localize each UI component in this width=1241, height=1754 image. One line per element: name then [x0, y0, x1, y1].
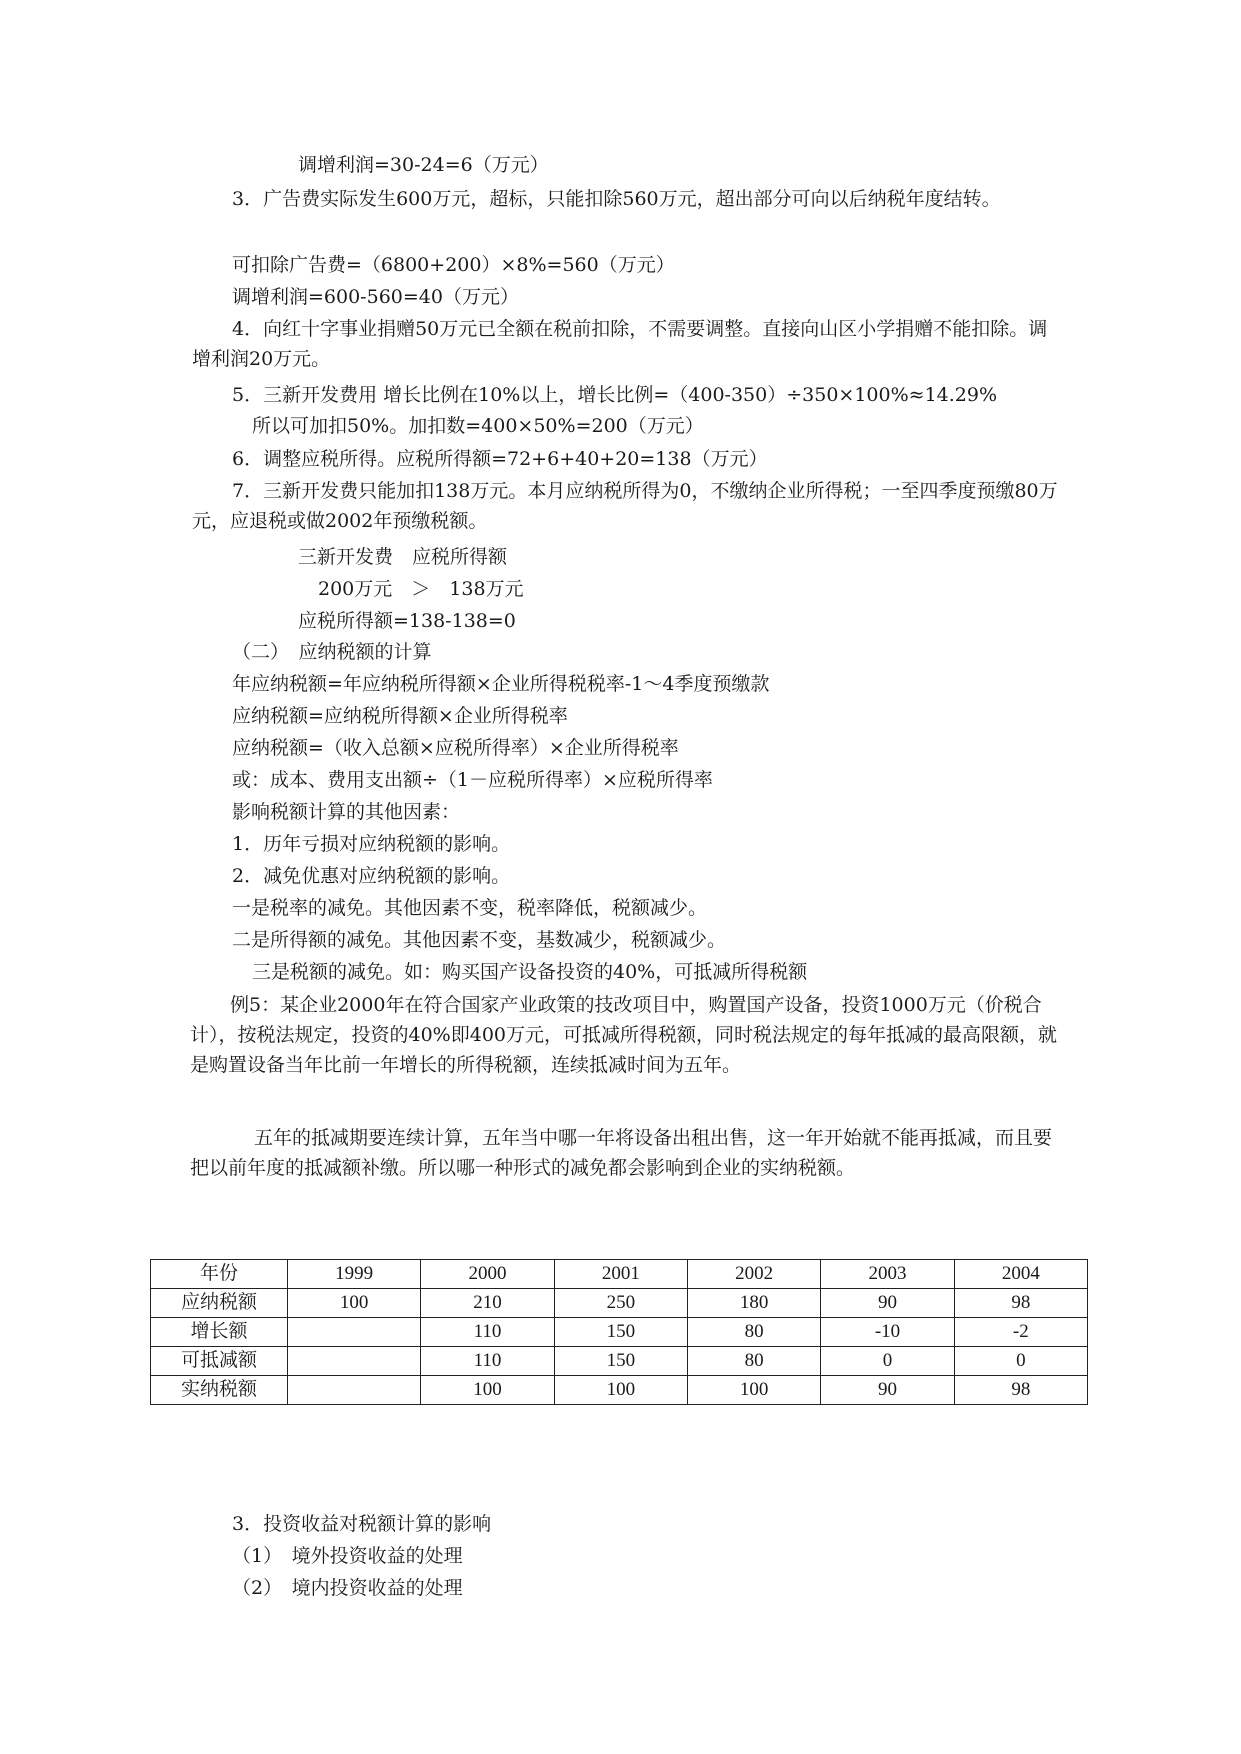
table-cell: 110	[421, 1347, 554, 1376]
table-cell: 110	[421, 1318, 554, 1347]
table-cell: -2	[954, 1318, 1087, 1347]
para-advertising-text: 3．广告费实际发生600万元，超标，只能扣除560万元，超出部分可向以后纳税年度结转。	[232, 188, 1001, 210]
para-example-5	[190, 990, 1060, 1080]
line-factor-losses: 1．历年亏损对应纳税额的影响。	[232, 833, 511, 855]
table-cell: 2000	[421, 1260, 554, 1289]
formula-tax-by-income: 应纳税额=（收入总额×应税所得率）×企业所得税率	[232, 737, 679, 759]
table-cell: 150	[554, 1318, 687, 1347]
table-cell: 应纳税额	[151, 1289, 288, 1318]
line-overseas-income: （1） 境外投资收益的处理	[232, 1545, 463, 1567]
line-other-factors: 影响税额计算的其他因素：	[232, 801, 461, 823]
formula-tax-payable: 应纳税额=应纳税所得额×企业所得税率	[232, 705, 568, 727]
table-cell: 0	[821, 1347, 954, 1376]
line-adjust-profit-6: 调增利润=30-24=6（万元）	[298, 154, 549, 176]
para-rd-limit	[192, 476, 1062, 536]
table-cell	[288, 1376, 421, 1405]
table-cell: 80	[687, 1318, 820, 1347]
para-deduction-period-text: 五年的抵减期要连续计算，五年当中哪一年将设备出租出售，这一年开始就不能再抵减，而且要把以前年度的抵减额补缴。所以哪一种形式的减免都会影响到企业的实纳税额。	[190, 1127, 1053, 1179]
line-rd-extra: 所以可加扣50%。加扣数=400×50%=200（万元）	[252, 415, 704, 437]
formula-tax-by-cost: 或：成本、费用支出额÷（1－应税所得率）×应税所得率	[232, 769, 713, 791]
line-relief-income: 二是所得额的减免。其他因素不变，基数减少，税额减少。	[232, 929, 727, 951]
table-cell: 2003	[821, 1260, 954, 1289]
table-cell: 98	[954, 1289, 1087, 1318]
para-donation-text: 4．向红十字事业捐赠50万元已全额在税前扣除，不需要调整。直接向山区小学捐赠不能扣除。调增利润20万元。	[192, 318, 1048, 370]
table-cell: 2004	[954, 1260, 1087, 1289]
line-factor-relief: 2．减免优惠对应纳税额的影响。	[232, 865, 511, 887]
line-taxable-income: 6．调整应税所得。应税所得额=72+6+40+20=138（万元）	[232, 448, 768, 470]
line-domestic-income: （2） 境内投资收益的处理	[232, 1577, 463, 1599]
compare-values: 200万元 ＞ 138万元	[318, 578, 524, 600]
table-cell: 180	[687, 1289, 820, 1318]
table-cell: 150	[554, 1347, 687, 1376]
table-cell: 可抵减额	[151, 1347, 288, 1376]
table-cell: 2001	[554, 1260, 687, 1289]
table-cell: 1999	[288, 1260, 421, 1289]
line-relief-rate: 一是税率的减免。其他因素不变，税率降低，税额减少。	[232, 897, 708, 919]
section-investment-income: 3．投资收益对税额计算的影响	[232, 1513, 492, 1535]
line-adjust-profit-40: 调增利润=600-560=40（万元）	[232, 286, 519, 308]
compare-header: 三新开发费 应税所得额	[298, 546, 508, 568]
section-heading-tax-calc: （二） 应纳税额的计算	[232, 641, 432, 663]
table-cell: 210	[421, 1289, 554, 1318]
table-cell: 100	[421, 1376, 554, 1405]
table-cell: -10	[821, 1318, 954, 1347]
line-deductible-advertising: 可扣除广告费=（6800+200）×8%=560（万元）	[232, 254, 675, 276]
para-donation	[192, 314, 1062, 374]
para-deduction-period	[190, 1123, 1060, 1183]
table-row	[151, 1318, 1088, 1347]
formula-annual-tax: 年应纳税额=年应纳税所得额×企业所得税税率-1～4季度预缴款	[232, 673, 770, 695]
para-example-5-text: 例5：某企业2000年在符合国家产业政策的技改项目中，购置国产设备，投资1000万元（价税合计），按税法规定，投资的40%即400万元，可抵减所得税额，同时税法规定的每年抵减的最高限额，就是购置设备当年比前一年增长的所得税额，连续抵减时间为五年。	[190, 994, 1057, 1076]
table-cell: 90	[821, 1376, 954, 1405]
table-cell: 100	[554, 1376, 687, 1405]
table-cell: 年份	[151, 1260, 288, 1289]
line-relief-tax: 三是税额的减免。如：购买国产设备投资的40%，可抵减所得税额	[252, 961, 808, 983]
table-cell: 90	[821, 1289, 954, 1318]
compare-result: 应税所得额=138-138=0	[298, 610, 516, 632]
table-row	[151, 1376, 1088, 1405]
table-cell	[288, 1318, 421, 1347]
table-cell: 0	[954, 1347, 1087, 1376]
table-cell: 增长额	[151, 1318, 288, 1347]
table-cell: 80	[687, 1347, 820, 1376]
table-cell: 98	[954, 1376, 1087, 1405]
table-cell: 2002	[687, 1260, 820, 1289]
table-cell: 实纳税额	[151, 1376, 288, 1405]
para-rd-limit-text: 7．三新开发费只能加扣138万元。本月应纳税所得为0，不缴纳企业所得税；一至四季度预缴80万元，应退税或做2002年预缴税额。	[192, 480, 1058, 532]
tax-table	[150, 1259, 1088, 1405]
table-cell: 250	[554, 1289, 687, 1318]
table-row	[151, 1347, 1088, 1376]
table-row	[151, 1289, 1088, 1318]
table-cell: 100	[687, 1376, 820, 1405]
line-rd-growth: 5．三新开发费用 增长比例在10%以上，增长比例=（400-350）÷350×100%≈14.29%	[232, 384, 998, 406]
para-advertising	[192, 184, 1062, 214]
table-cell	[288, 1347, 421, 1376]
table-row	[151, 1260, 1088, 1289]
table-cell: 100	[288, 1289, 421, 1318]
